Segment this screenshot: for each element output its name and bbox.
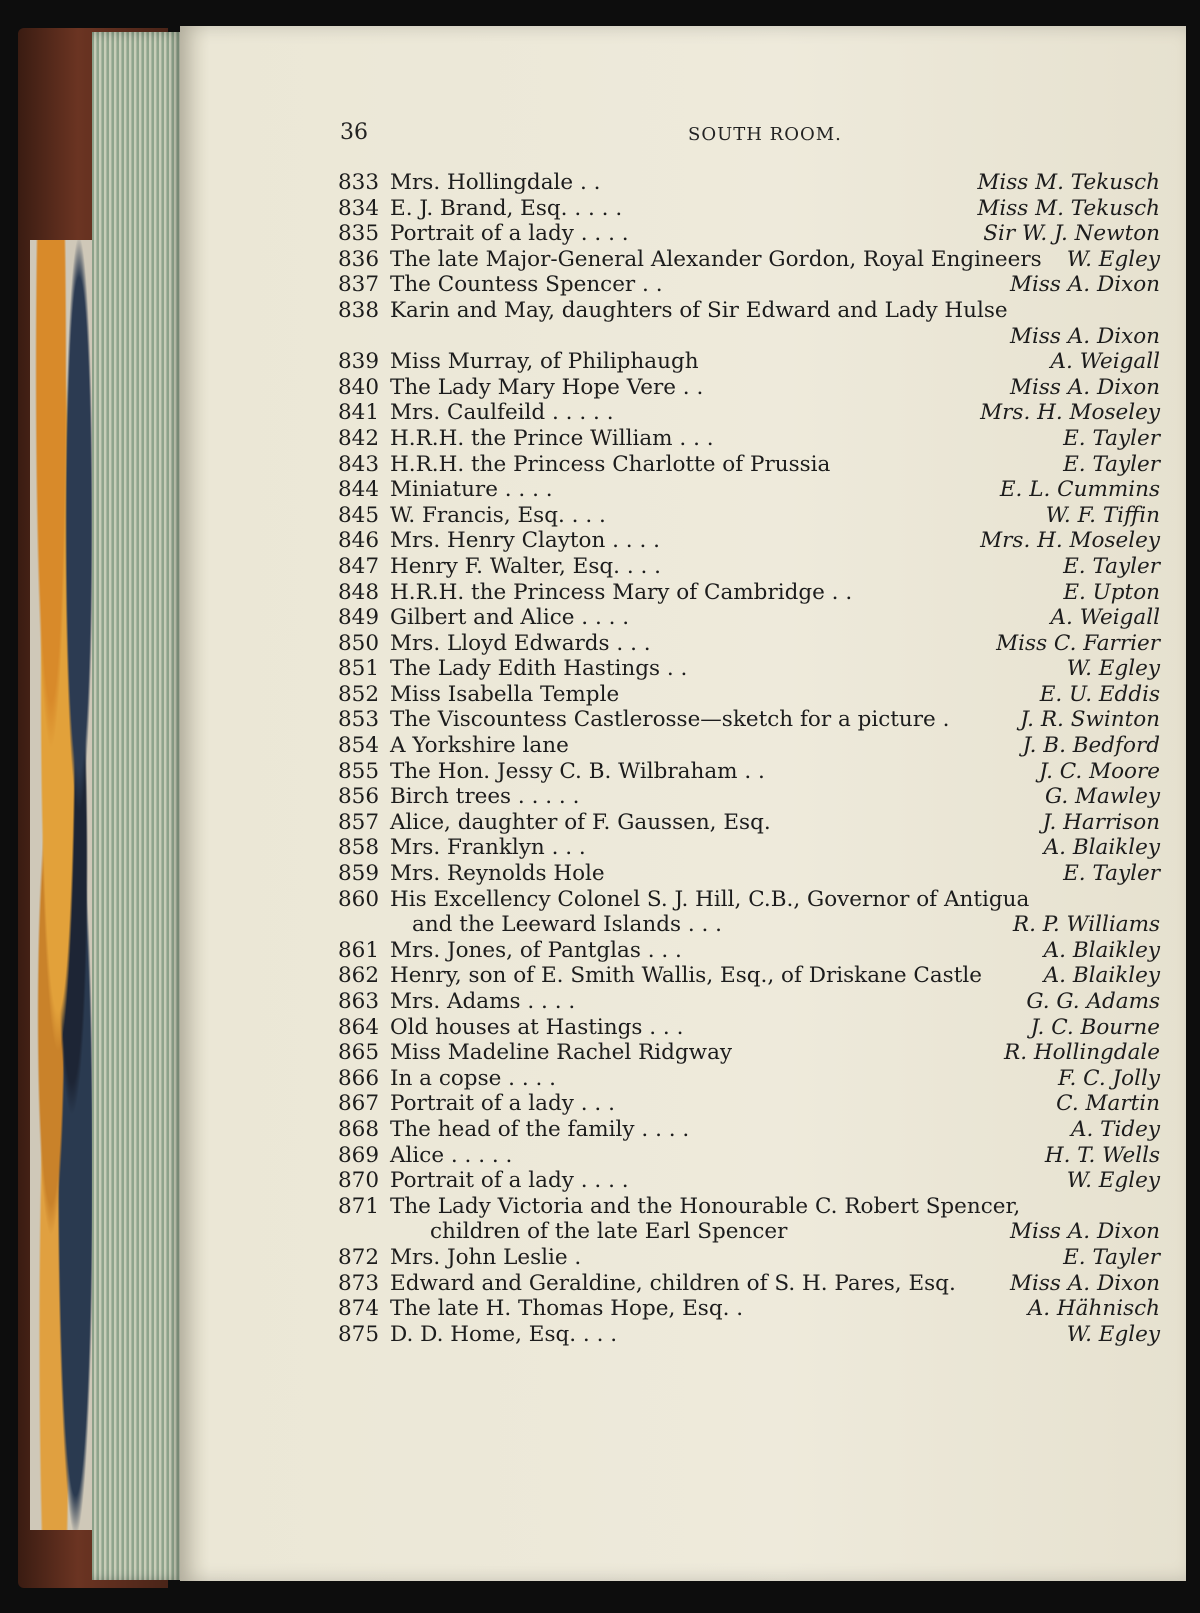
entry-title: H.R.H. the Princess Mary of Cambridge . . — [390, 579, 853, 605]
entry-title: Mrs. Jones, of Pantglas . . . — [390, 937, 682, 963]
entry-title: The Lady Edith Hastings . . — [390, 656, 688, 682]
entry-number: 875 — [338, 1321, 380, 1347]
entry-artist: E. Tayler — [1063, 451, 1160, 477]
entry-title: Mrs. John Leslie . — [390, 1244, 582, 1270]
entry-number: 859 — [338, 861, 380, 887]
entry-number: 864 — [338, 1014, 380, 1040]
entry-title: Miniature . . . . — [390, 477, 553, 503]
entry-artist: R. P. Williams — [1012, 912, 1160, 938]
catalogue-entry — [338, 656, 1160, 682]
catalogue-entry — [338, 938, 1160, 964]
entry-artist: Miss C. Farrier — [996, 630, 1160, 656]
entry-title: H.R.H. the Prince William . . . — [390, 425, 714, 451]
entry-number: 869 — [338, 1142, 380, 1168]
entry-number: 855 — [338, 758, 380, 784]
entry-artist: Mrs. H. Moseley — [980, 400, 1160, 426]
entry-title: W. Francis, Esq. . . . — [390, 502, 606, 528]
entry-number: 852 — [338, 681, 380, 707]
entry-artist: G. G. Adams — [1026, 989, 1160, 1014]
entry-number: 868 — [338, 1116, 380, 1142]
entry-number: 873 — [338, 1270, 380, 1296]
entry-title: Mrs. Henry Clayton . . . . — [390, 528, 660, 554]
entry-number: 845 — [338, 502, 380, 528]
entry-number: 857 — [338, 809, 380, 835]
entry-number: 860 — [338, 886, 380, 912]
catalogue-entry — [338, 426, 1160, 452]
entry-artist: A. Blaikley — [1043, 963, 1160, 989]
entry-artist: F. C. Jolly — [1057, 1065, 1160, 1091]
entry-title: Miss Madeline Rachel Ridgway — [390, 1040, 733, 1066]
entry-title: Mrs. Adams . . . . — [390, 989, 576, 1014]
catalogue-entry — [338, 528, 1160, 554]
entry-number: 837 — [338, 272, 380, 298]
entry-title: A Yorkshire lane — [390, 733, 569, 759]
catalogue-entry — [338, 298, 1160, 324]
entry-number: 834 — [338, 195, 380, 221]
entry-title: The Hon. Jessy C. B. Wilbraham . . — [390, 758, 765, 784]
catalogue-entry — [338, 759, 1160, 785]
entry-number: 851 — [338, 656, 380, 682]
catalogue-entry — [338, 1066, 1160, 1092]
entry-artist: C. Martin — [1056, 1091, 1160, 1117]
catalogue-entry — [338, 1219, 1160, 1245]
page-number: 36 — [340, 120, 368, 145]
entry-number: 848 — [338, 579, 380, 605]
entry-title: Henry, son of E. Smith Wallis, Esq., of Driskane Castle — [390, 963, 982, 989]
entry-title: Alice . . . . . — [390, 1142, 513, 1168]
entry-number: 865 — [338, 1040, 380, 1066]
entry-title: H.R.H. the Princess Charlotte of Prussia — [390, 451, 831, 477]
catalogue-entry — [338, 1322, 1160, 1348]
catalogue-entry — [338, 1015, 1160, 1041]
entry-artist: H. T. Wells — [1044, 1142, 1160, 1168]
entry-number: 871 — [338, 1193, 380, 1219]
entry-title: Edward and Geraldine, children of S. H. Pares, Esq. — [390, 1270, 956, 1296]
catalogue-entry — [338, 1296, 1160, 1322]
entry-artist: J. C. Moore — [1039, 758, 1160, 784]
catalogue-entry — [338, 170, 1160, 196]
entry-artist: E. Upton — [1063, 579, 1160, 605]
entry-artist: Sir W. J. Newton — [983, 221, 1160, 247]
entry-number: 870 — [338, 1168, 380, 1194]
catalogue-entry — [338, 349, 1160, 375]
catalogue-entry — [338, 324, 1160, 350]
entry-title: The late H. Thomas Hope, Esq. . — [390, 1296, 744, 1322]
catalogue-entry — [338, 247, 1160, 273]
entry-title: Mrs. Hollingdale . . — [390, 170, 601, 195]
catalogue-entry — [338, 733, 1160, 759]
catalogue-entry — [338, 554, 1160, 580]
entry-title: Alice, daughter of F. Gaussen, Esq. — [390, 809, 771, 835]
catalogue-entry — [338, 912, 1160, 938]
entry-number: 835 — [338, 221, 380, 247]
catalogue-entry — [338, 221, 1160, 247]
entry-title: Portrait of a lady . . . . — [390, 221, 629, 247]
catalogue-entry — [338, 810, 1160, 836]
entry-title: Gilbert and Alice . . . . — [390, 605, 630, 631]
entry-artist: J. C. Bourne — [1030, 1014, 1160, 1040]
entry-number: 853 — [338, 707, 380, 733]
catalogue-entry — [338, 631, 1160, 657]
entry-title: In a copse . . . . — [390, 1065, 557, 1091]
entry-number: 840 — [338, 374, 380, 400]
entry-title: Portrait of a lady . . . — [390, 1091, 615, 1117]
entry-number: 856 — [338, 784, 380, 810]
entry-artist: R. Hollingdale — [1004, 1040, 1160, 1066]
entry-number: 872 — [338, 1244, 380, 1270]
entry-artist: G. Mawley — [1044, 784, 1160, 810]
catalogue-entry — [338, 503, 1160, 529]
entry-artist: W. Egley — [1066, 656, 1160, 682]
entry-title: The Countess Spencer . . — [390, 272, 663, 298]
entry-number: 866 — [338, 1065, 380, 1091]
entry-number: 846 — [338, 528, 380, 554]
entry-artist: W. Egley — [1066, 1168, 1160, 1194]
entry-artist: Mrs. H. Moseley — [980, 528, 1160, 554]
page-header — [340, 120, 940, 150]
entry-title: Mrs. Franklyn . . . — [390, 835, 586, 861]
entry-artist: J. Harrison — [1042, 809, 1160, 835]
catalogue-entry — [338, 682, 1160, 708]
running-title: SOUTH ROOM. — [688, 124, 842, 145]
entry-number: 833 — [338, 170, 380, 195]
entry-number: 863 — [338, 989, 380, 1014]
entry-artist: A. Blaikley — [1043, 835, 1160, 861]
catalogue-entry — [338, 272, 1160, 298]
catalogue-entry — [338, 196, 1160, 222]
catalogue-entry — [338, 1091, 1160, 1117]
entry-number: 849 — [338, 605, 380, 631]
entry-title: The late Major-General Alexander Gordon, Royal Engineers — [390, 246, 1042, 272]
catalogue-list — [338, 170, 1160, 1347]
entry-title: Henry F. Walter, Esq. . . . — [390, 553, 662, 579]
entry-title: The Viscountess Castlerosse—sketch for a picture . — [390, 707, 950, 733]
page-edges — [92, 32, 182, 1580]
entry-title: Miss Isabella Temple — [390, 681, 620, 707]
entry-artist: J. B. Bedford — [1022, 733, 1160, 759]
catalogue-entry — [338, 887, 1160, 913]
entry-artist: Miss A. Dixon — [1009, 323, 1160, 349]
entry-artist: Miss A. Dixon — [1009, 272, 1160, 298]
entry-number: 847 — [338, 553, 380, 579]
entry-title: Karin and May, daughters of Sir Edward and Lady Hulse — [390, 297, 1008, 323]
catalogue-entry — [338, 1271, 1160, 1297]
entry-number: 839 — [338, 349, 380, 375]
entry-artist: W. Egley — [1066, 246, 1160, 272]
entry-artist: A. Weigall — [1050, 605, 1160, 631]
entry-artist: Miss A. Dixon — [1009, 374, 1160, 400]
catalogue-entry — [338, 1194, 1160, 1220]
entry-number: 850 — [338, 630, 380, 656]
entry-title: Mrs. Caulfeild . . . . . — [390, 400, 614, 426]
entry-title: Mrs. Lloyd Edwards . . . — [390, 630, 651, 656]
catalogue-entry — [338, 784, 1160, 810]
entry-number: 838 — [338, 297, 380, 323]
entry-artist: A. Tidey — [1070, 1116, 1160, 1142]
entry-number: 836 — [338, 246, 380, 272]
catalogue-entry — [338, 375, 1160, 401]
entry-number: 862 — [338, 963, 380, 989]
entry-title: The Lady Mary Hope Vere . . — [390, 374, 704, 400]
entry-title: Birch trees . . . . . — [390, 784, 580, 810]
entry-artist: E. Tayler — [1063, 861, 1160, 887]
catalogue-entry — [338, 1143, 1160, 1169]
entry-number: 843 — [338, 451, 380, 477]
entry-title: D. D. Home, Esq. . . . — [390, 1321, 618, 1347]
entry-artist: A. Weigall — [1050, 349, 1160, 375]
entry-title: E. J. Brand, Esq. . . . . — [390, 195, 623, 221]
entry-title: Old houses at Hastings . . . — [390, 1014, 684, 1040]
entry-artist: A. Blaikley — [1043, 937, 1160, 963]
entry-artist: E. Tayler — [1063, 553, 1160, 579]
entry-number: 854 — [338, 733, 380, 759]
entry-title: His Excellency Colonel S. J. Hill, C.B., Governor of Antigua — [390, 886, 1030, 912]
entry-number: 841 — [338, 400, 380, 426]
entry-artist: Miss M. Tekusch — [977, 170, 1160, 195]
entry-number: 858 — [338, 835, 380, 861]
catalogue-entry — [338, 963, 1160, 989]
catalogue-entry — [338, 835, 1160, 861]
catalogue-entry — [338, 861, 1160, 887]
catalogue-entry — [338, 707, 1160, 733]
entry-artist: E. U. Eddis — [1039, 681, 1160, 707]
entry-title: The head of the family . . . . — [390, 1116, 690, 1142]
entry-title: Mrs. Reynolds Hole — [390, 861, 605, 887]
entry-artist: W. Egley — [1066, 1321, 1160, 1347]
entry-artist: A. Hähnisch — [1027, 1296, 1160, 1322]
entry-title: Portrait of a lady . . . . — [390, 1168, 629, 1194]
entry-artist: Miss A. Dixon — [1009, 1219, 1160, 1245]
catalogue-entry — [338, 605, 1160, 631]
entry-title: The Lady Victoria and the Honourable C. Robert Spencer, — [390, 1193, 1021, 1219]
entry-title: and the Leeward Islands . . . — [412, 912, 722, 938]
marbled-endpaper — [30, 240, 100, 1530]
entry-number: 874 — [338, 1296, 380, 1322]
entry-artist: E. Tayler — [1063, 425, 1160, 451]
catalogue-entry — [338, 989, 1160, 1015]
catalogue-entry — [338, 580, 1160, 606]
catalogue-entry — [338, 477, 1160, 503]
entry-artist: Miss A. Dixon — [1009, 1270, 1160, 1296]
entry-number: 844 — [338, 477, 380, 503]
catalogue-entry — [338, 1168, 1160, 1194]
catalogue-entry — [338, 452, 1160, 478]
entry-artist: J. R. Swinton — [1020, 707, 1160, 733]
entry-artist: W. F. Tiffin — [1045, 502, 1160, 528]
catalogue-entry — [338, 1040, 1160, 1066]
catalogue-entry — [338, 400, 1160, 426]
entry-number: 867 — [338, 1091, 380, 1117]
entry-artist: E. Tayler — [1063, 1244, 1160, 1270]
entry-artist: Miss M. Tekusch — [977, 195, 1160, 221]
catalogue-entry — [338, 1117, 1160, 1143]
catalogue-entry — [338, 1245, 1160, 1271]
entry-artist: E. L. Cummins — [999, 477, 1160, 503]
entry-title: children of the late Earl Spencer — [430, 1219, 788, 1245]
entry-title: Miss Murray, of Philiphaugh — [390, 349, 699, 375]
entry-number: 842 — [338, 425, 380, 451]
entry-number: 861 — [338, 937, 380, 963]
